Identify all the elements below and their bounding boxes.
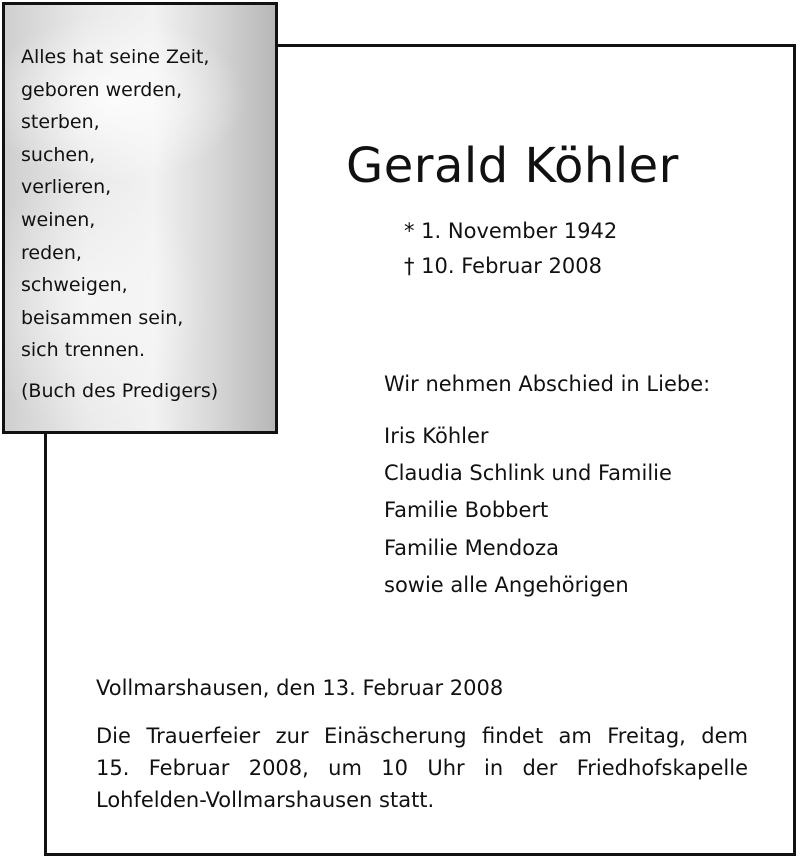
- mourner-item: Familie Mendoza: [384, 535, 559, 560]
- quote-panel: [2, 2, 278, 434]
- quote-line: geboren werden,: [21, 78, 183, 101]
- quote-line: schweigen,: [21, 274, 128, 297]
- mourners-list: [384, 418, 672, 604]
- quote-line: sterben,: [21, 111, 100, 134]
- ceremony-line: Lohfelden-Vollmarshausen statt.: [96, 788, 435, 812]
- quote-line: sich trennen.: [21, 339, 146, 362]
- quote-line: suchen,: [21, 143, 96, 166]
- quote-line: verlieren,: [21, 176, 112, 199]
- quote-source: (Buch des Predigers): [21, 380, 219, 402]
- death-date: † 10. Februar 2008: [404, 254, 602, 278]
- ceremony-notice: [96, 720, 748, 816]
- quote-line: beisammen sein,: [21, 306, 184, 329]
- place-and-date: Vollmarshausen, den 13. Februar 2008: [96, 676, 504, 700]
- life-dates: [404, 214, 617, 284]
- mourner-item: Claudia Schlink und Familie: [384, 461, 672, 486]
- quote-lines: [21, 41, 209, 367]
- mourner-item: sowie alle Angehörigen: [384, 572, 629, 597]
- birth-date: * 1. November 1942: [404, 219, 618, 243]
- deceased-name: Gerald Köhler: [346, 138, 679, 194]
- ceremony-line: Die Trauerfeier zur Einäscherung findet am Freitag, dem: [96, 724, 748, 748]
- quote-line: weinen,: [21, 208, 96, 231]
- mourner-item: Iris Köhler: [384, 424, 489, 448]
- farewell-heading: Wir nehmen Abschied in Liebe:: [384, 372, 711, 396]
- quote-line: Alles hat seine Zeit,: [21, 46, 210, 68]
- mourner-item: Familie Bobbert: [384, 498, 549, 523]
- quote-line: reden,: [21, 241, 82, 264]
- ceremony-line: 15. Februar 2008, um 10 Uhr in der Friedhofskapelle: [96, 756, 748, 780]
